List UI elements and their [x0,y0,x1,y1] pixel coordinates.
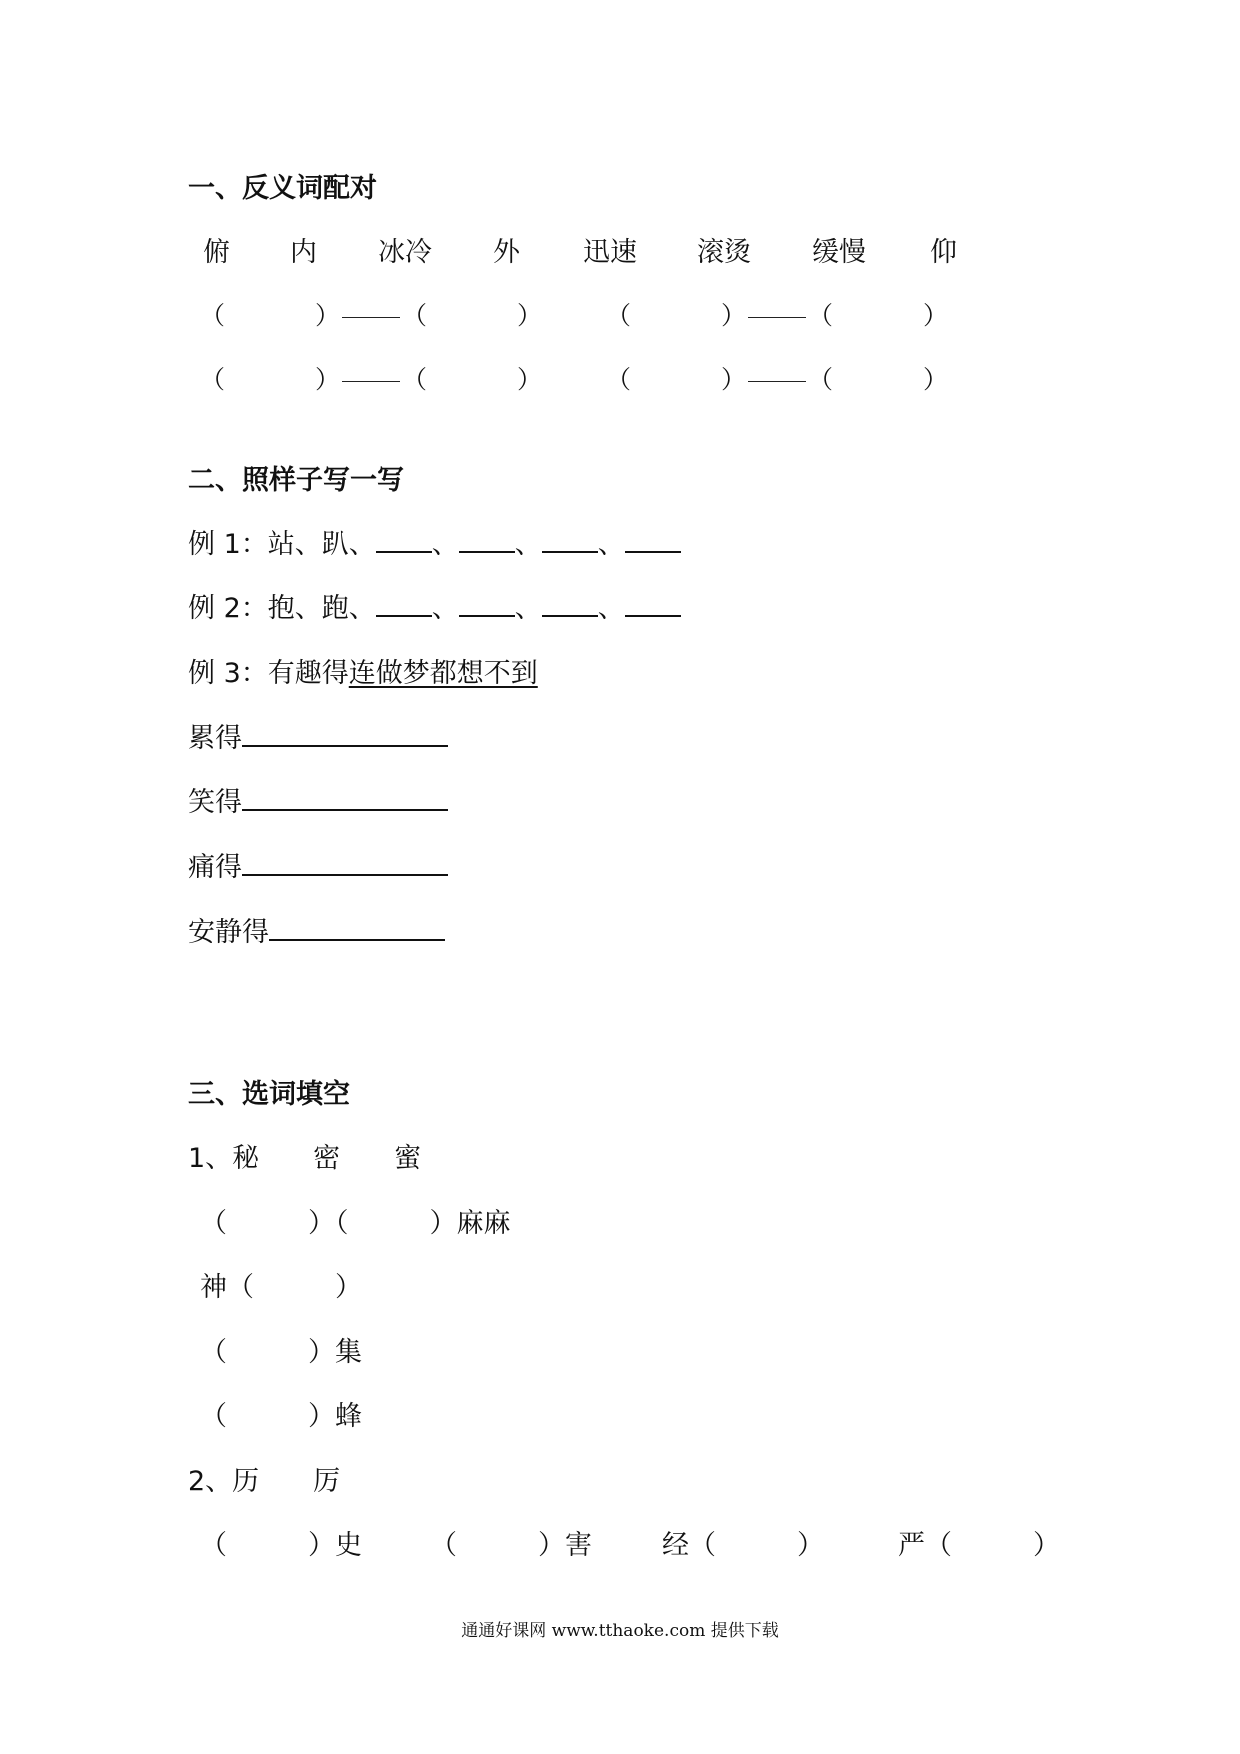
example-3 [188,651,538,690]
question-2-item[interactable]: 经（ ） [662,1530,824,1561]
fill-blank[interactable] [625,593,681,617]
question-2-header: 2、历 厉 [188,1466,341,1497]
pair-open: （ [200,365,226,394]
phrase-line [188,845,448,884]
phrase-stem: 笑得 [188,787,242,818]
antonym-word: 内 [290,237,317,268]
question-2-item[interactable]: （ ）害 [430,1530,592,1561]
question-1-line[interactable]: （ ）蜂 [200,1401,362,1432]
pair-open: （ [606,301,632,330]
fill-blank[interactable] [242,850,448,876]
separator: 、 [431,593,459,624]
example-2 [188,586,681,625]
pair-open: （ [808,365,834,394]
pair-close: ） [517,365,543,394]
fill-blank[interactable] [459,529,515,553]
section-1-title: 一、反义词配对 [188,173,377,204]
page-footer: 通通好课网 www.tthaoke.com 提供下载 [461,1621,779,1641]
pair-close: ） [923,365,949,394]
pair-close: ） [315,365,341,394]
phrase-line [188,910,445,949]
pair-close: ） [721,301,747,330]
question-2-item[interactable]: （ ）史 [200,1530,362,1561]
example-1 [188,522,681,561]
fill-blank[interactable] [242,785,448,811]
example-1-label: 例 1：站、趴、 [188,529,376,560]
antonym-pair [200,360,542,396]
separator: 、 [597,593,625,624]
fill-blank[interactable] [542,529,598,553]
fill-blank[interactable] [269,915,445,941]
section-3-title: 三、选词填空 [188,1079,350,1110]
antonym-word: 仰 [930,237,957,268]
pair-close: ） [315,301,341,330]
fill-blank[interactable] [376,529,432,553]
pair-open: （ [606,365,632,394]
fill-blank[interactable] [376,593,432,617]
antonym-word: 滚烫 [697,237,751,268]
question-1-header: 1、秘 密 蜜 [188,1143,422,1174]
example-3-underlined: 连做梦都想不到 [348,658,538,689]
pair-dash [342,381,400,382]
antonym-word: 外 [493,237,520,268]
pair-open: （ [402,365,428,394]
pair-close: ） [923,301,949,330]
antonym-pair [606,296,948,332]
separator: 、 [431,529,459,560]
phrase-stem: 痛得 [188,852,242,883]
example-3-label: 例 3：有趣得 [188,658,349,689]
question-1-line[interactable]: 神（ ） [200,1272,362,1303]
phrase-line [188,716,448,755]
phrase-stem: 累得 [188,723,242,754]
antonym-pair [606,360,948,396]
pair-open: （ [402,301,428,330]
question-1-line[interactable]: （ ）（ ）麻麻 [200,1208,511,1239]
separator: 、 [514,529,542,560]
pair-dash [748,317,806,318]
pair-open: （ [808,301,834,330]
fill-blank[interactable] [625,529,681,553]
antonym-word: 俯 [203,237,230,268]
pair-open: （ [200,301,226,330]
fill-blank[interactable] [459,593,515,617]
fill-blank[interactable] [242,721,448,747]
separator: 、 [597,529,625,560]
phrase-stem: 安静得 [188,917,269,948]
example-2-label: 例 2：抱、跑、 [188,593,376,624]
question-1-line[interactable]: （ ）集 [200,1337,362,1368]
pair-dash [748,381,806,382]
antonym-word: 冰冷 [378,237,432,268]
phrase-line [188,780,448,819]
antonym-word: 缓慢 [812,237,866,268]
section-2-title: 二、照样子写一写 [188,465,404,496]
pair-dash [342,317,400,318]
antonym-word: 迅速 [583,237,637,268]
question-2-item[interactable]: 严（ ） [898,1530,1060,1561]
separator: 、 [514,593,542,624]
fill-blank[interactable] [542,593,598,617]
pair-close: ） [721,365,747,394]
pair-close: ） [517,301,543,330]
antonym-pair [200,296,542,332]
